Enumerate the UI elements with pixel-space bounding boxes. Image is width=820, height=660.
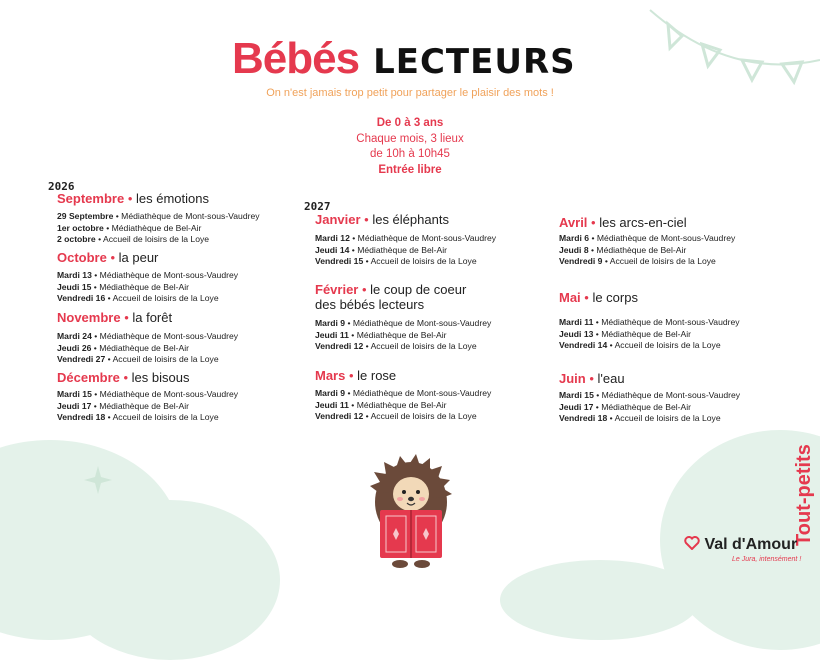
list-item: 1er octobre • Médiathèque de Bel-Air — [57, 222, 202, 233]
info-time: de 10h à 10h45 — [370, 148, 450, 160]
month-heading: Mars • le rose — [315, 368, 397, 383]
month-heading: Novembre • la forêt — [57, 310, 173, 325]
month-heading: Avril • les arcs-en-ciel — [559, 215, 687, 230]
list-item: Vendredi 15 • Accueil de loisirs de la Loye — [315, 256, 477, 267]
green-cloud-left-2 — [60, 500, 280, 660]
list-item: Mardi 24 • Médiathèque de Mont-sous-Vaudrey — [57, 331, 239, 341]
month-heading: Septembre • les émotions — [57, 191, 209, 206]
list-item: Jeudi 15 • Médiathèque de Bel-Air — [57, 281, 190, 292]
logo-tagline: Le Jura, intensément ! — [732, 556, 802, 563]
svg-text:Tout-petits: Tout-petits — [793, 444, 815, 546]
list-item: Jeudi 14 • Médiathèque de Bel-Air — [315, 244, 448, 255]
month-entries — [559, 233, 735, 268]
list-item: Jeudi 17 • Médiathèque de Bel-Air — [57, 400, 190, 411]
month-entries — [559, 317, 740, 352]
side-label — [786, 408, 820, 548]
list-item: Mardi 15 • Médiathèque de Mont-sous-Vaudrey — [559, 390, 741, 400]
month-entries — [315, 318, 491, 353]
list-item: Vendredi 18 • Accueil de loisirs de la Loye — [559, 413, 721, 424]
title-sub: LECTEURS — [373, 42, 576, 82]
month-entries — [315, 388, 491, 423]
month-heading: Octobre • la peur — [57, 250, 159, 265]
info-block — [310, 116, 510, 178]
heart-icon — [684, 536, 700, 550]
list-item: Vendredi 16 • Accueil de loisirs de la Loye — [57, 293, 219, 304]
year-2026: 2026 — [48, 180, 75, 193]
list-item: Mardi 11 • Médiathèque de Mont-sous-Vaudrey — [559, 317, 740, 327]
list-item: Jeudi 11 • Médiathèque de Bel-Air — [315, 399, 447, 410]
bunting-garland — [640, 0, 820, 100]
hedgehog-reading-illustration — [366, 452, 456, 570]
list-item: Mardi 13 • Médiathèque de Mont-sous-Vaudrey — [57, 270, 239, 280]
list-item: Mardi 15 • Médiathèque de Mont-sous-Vaudrey — [57, 389, 239, 399]
list-item: Mardi 9 • Médiathèque de Mont-sous-Vaudrey — [315, 318, 492, 328]
month-entries — [57, 211, 260, 246]
list-item: Vendredi 18 • Accueil de loisirs de la Loye — [57, 412, 219, 423]
month-heading: Mai • le corps — [559, 290, 638, 305]
month-heading: Décembre • les bisous — [57, 370, 190, 385]
list-item: 29 Septembre • Médiathèque de Mont-sous-Vaudrey — [57, 211, 260, 221]
month-heading: Janvier • les éléphants — [315, 212, 449, 227]
list-item: Mardi 12 • Médiathèque de Mont-sous-Vaudrey — [315, 233, 497, 243]
info-entry: Entrée libre — [378, 163, 442, 176]
list-item: Jeudi 11 • Médiathèque de Bel-Air — [315, 329, 447, 340]
info-frequency: Chaque mois, 3 lieux — [356, 132, 464, 145]
list-item: Jeudi 17 • Médiathèque de Bel-Air — [559, 401, 692, 412]
list-item: Jeudi 26 • Médiathèque de Bel-Air — [57, 342, 190, 353]
month-entries — [57, 270, 238, 305]
month-entries — [57, 389, 238, 424]
page-subtitle: On n'est jamais trop petit pour partager le plaisir des mots ! — [266, 87, 554, 99]
month-heading: Février • le coup de coeur des bébés lecteurs — [315, 282, 467, 312]
month-entries — [315, 233, 496, 268]
list-item: Vendredi 27 • Accueil de loisirs de la Loye — [57, 354, 219, 365]
list-item: Mardi 9 • Médiathèque de Mont-sous-Vaudrey — [315, 388, 492, 398]
list-item: Vendredi 12 • Accueil de loisirs de la Loye — [315, 341, 477, 352]
list-item: Vendredi 12 • Accueil de loisirs de la Loye — [315, 411, 477, 422]
page-title — [232, 34, 576, 84]
list-item: Jeudi 13 • Médiathèque de Bel-Air — [559, 328, 692, 339]
list-item: 2 octobre • Accueil de loisirs de la Loye — [57, 234, 210, 245]
info-age: De 0 à 3 ans — [376, 117, 444, 129]
val-damour-logo — [684, 536, 802, 563]
month-entries — [57, 331, 238, 366]
title-main: Bébés — [232, 34, 360, 83]
list-item: Vendredi 9 • Accueil de loisirs de la Loye — [559, 256, 716, 267]
sparkle-icon — [84, 466, 112, 494]
list-item: Jeudi 8 • Médiathèque de Bel-Air — [559, 244, 687, 255]
green-cloud-bottom — [500, 560, 700, 640]
logo-name: Val d'Amour — [704, 536, 798, 553]
list-item: Vendredi 14 • Accueil de loisirs de la Loye — [559, 340, 721, 351]
month-entries — [559, 390, 740, 425]
year-2027: 2027 — [304, 200, 331, 213]
month-heading: Juin • l'eau — [559, 371, 625, 386]
list-item: Mardi 6 • Médiathèque de Mont-sous-Vaudrey — [559, 233, 736, 243]
